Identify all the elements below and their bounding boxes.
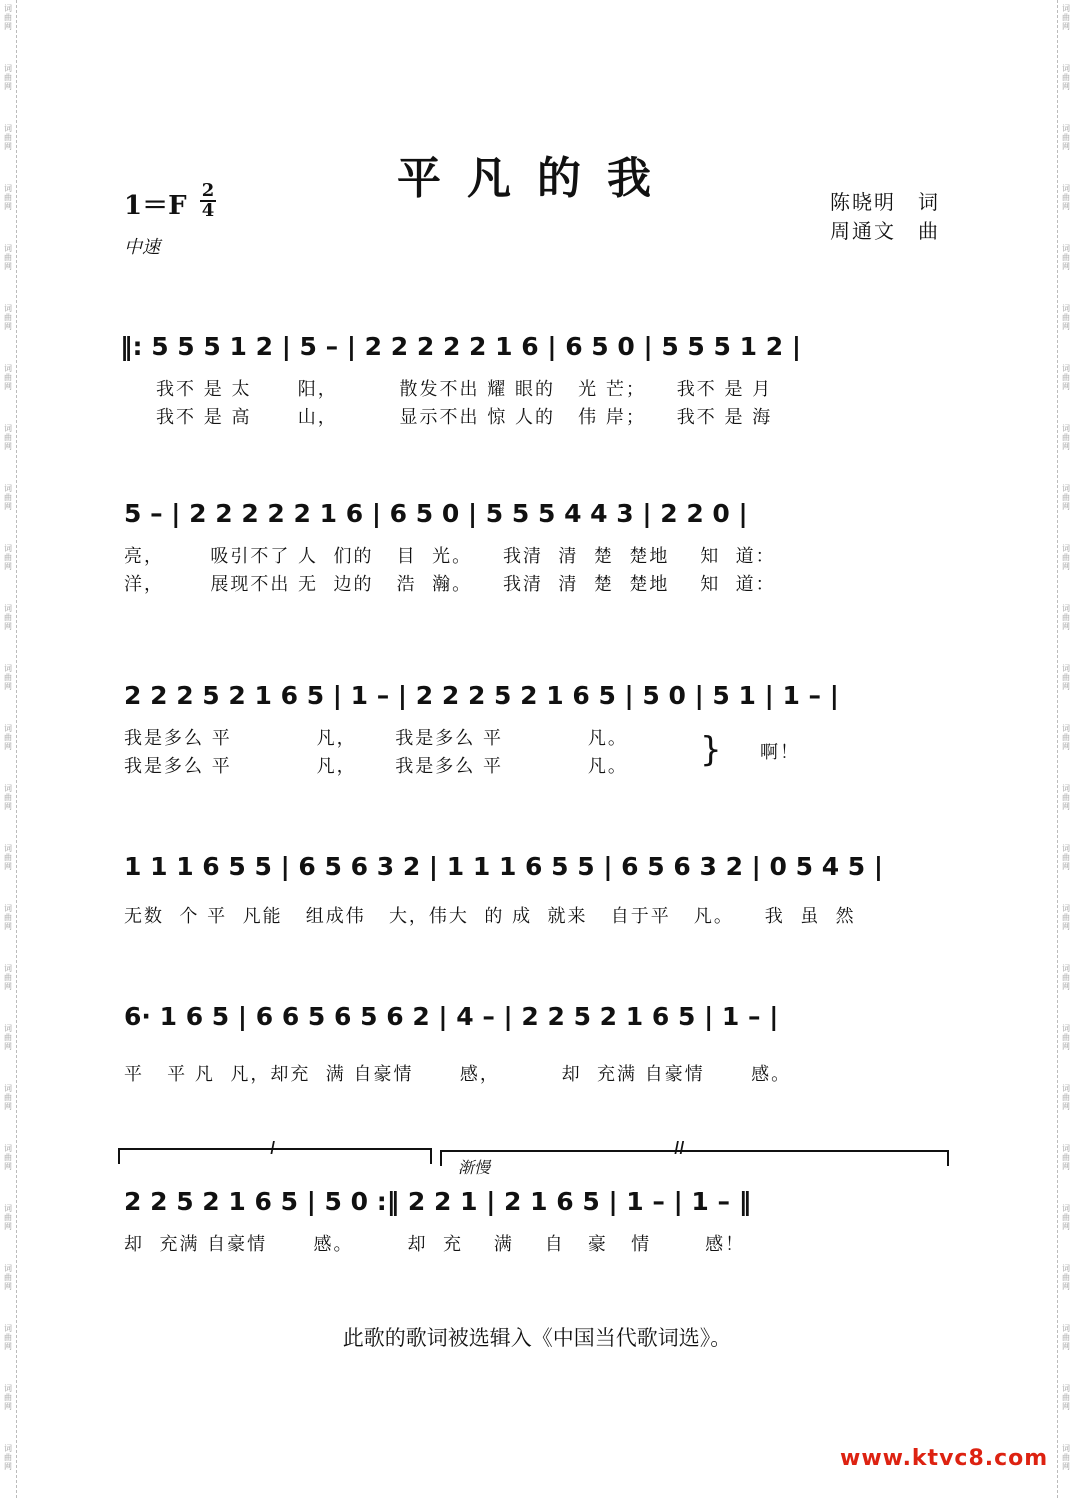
volta-label-1: I <box>270 1138 276 1159</box>
side-watermark-mark: 词曲网 <box>4 844 12 871</box>
side-watermark-mark: 词曲网 <box>4 1204 12 1231</box>
site-watermark: www.ktvc8.com <box>840 1446 1049 1471</box>
side-watermark-mark: 词曲网 <box>1062 1204 1070 1231</box>
side-watermark-mark: 词曲网 <box>1062 964 1070 991</box>
side-watermark-mark: 词曲网 <box>4 544 12 571</box>
lyric-line-5: 平 平 凡 凡，却充 满 自豪情 感， 却 充满 自豪情 感。 <box>124 1064 792 1085</box>
side-watermark-mark: 词曲网 <box>1062 904 1070 931</box>
side-watermark-mark: 词曲网 <box>4 4 12 31</box>
song-title: 平凡的我 <box>397 153 677 204</box>
lyric-line-3-verse-1: 我是多么 平 凡， 我是多么 平 凡。 <box>124 728 628 749</box>
side-watermark-mark: 词曲网 <box>1062 124 1070 151</box>
side-watermark-mark: 词曲网 <box>4 1324 12 1351</box>
lyric-line-3-verse-2: 我是多么 平 凡， 我是多么 平 凡。 <box>124 756 628 777</box>
side-watermark-mark: 词曲网 <box>1062 1324 1070 1351</box>
key-signature: 1＝F <box>124 191 187 221</box>
right-margin-strip <box>1057 0 1074 1498</box>
side-watermark-mark: 词曲网 <box>4 184 12 211</box>
lyric-line-6: 却 充满 自豪情 感。 却 充 满 自 豪 情 感！ <box>124 1234 746 1255</box>
side-watermark-mark: 词曲网 <box>4 424 12 451</box>
side-watermark-mark: 词曲网 <box>1062 244 1070 271</box>
side-watermark-mark: 词曲网 <box>4 904 12 931</box>
side-watermark-mark: 词曲网 <box>4 784 12 811</box>
lyric-line-1-verse-1: 我不 是 太 阳， 散发不出 耀 眼的 光 芒； 我不 是 月 <box>156 379 773 400</box>
side-watermark-mark: 词曲网 <box>4 1384 12 1411</box>
side-watermark-mark: 词曲网 <box>4 964 12 991</box>
side-watermark-mark: 词曲网 <box>4 664 12 691</box>
notation-line-5: 6· 1 6 5 | 6 6 5 6 5 6 2 | 4 – | 2 2 5 2 1 6 5 | 1 – | <box>124 1002 779 1031</box>
side-watermark-mark: 词曲网 <box>1062 304 1070 331</box>
time-sig-bottom: 4 <box>201 200 215 221</box>
lyric-line-4: 无数 个 平 凡能 组成伟 大，伟大 的 成 就来 自于平 凡。 我 虽 然 <box>124 906 856 927</box>
side-watermark-mark: 词曲网 <box>4 604 12 631</box>
volta-label-2: II <box>674 1138 685 1159</box>
side-watermark-mark: 词曲网 <box>1062 1444 1070 1471</box>
volta-bracket-2 <box>440 1150 949 1166</box>
side-watermark-mark: 词曲网 <box>1062 4 1070 31</box>
time-sig-top: 2 <box>201 180 215 201</box>
side-watermark-mark: 词曲网 <box>4 244 12 271</box>
notation-line-6: 2 2 5 2 1 6 5 | 5 0 :‖ 2 2 1 | 2 1 6 5 | 1 – | 1 – ‖ <box>124 1187 752 1216</box>
notation-line-4: 1 1 1 6 5 5 | 6 5 6 3 2 | 1 1 1 6 5 5 | 6 5 6 3 2 | 0 5 4 5 | <box>124 852 884 881</box>
side-watermark-mark: 词曲网 <box>4 1084 12 1111</box>
side-watermark-mark: 词曲网 <box>4 724 12 751</box>
composer-credit: 周通文 曲 <box>830 219 940 243</box>
lyricist-credit: 陈晓明 词 <box>830 190 940 214</box>
side-watermark-mark: 词曲网 <box>1062 1384 1070 1411</box>
lyric-line-3-ah: 啊！ <box>760 742 800 763</box>
side-watermark-mark: 词曲网 <box>1062 544 1070 571</box>
ritardando-marking: 渐慢 <box>458 1158 491 1177</box>
side-watermark-mark: 词曲网 <box>4 1144 12 1171</box>
side-watermark-mark: 词曲网 <box>1062 184 1070 211</box>
verse-brace-icon: } <box>700 730 722 770</box>
footer-note: 此歌的歌词被选辑入《中国当代歌词选》。 <box>342 1326 732 1350</box>
notation-line-3: 2 2 2 5 2 1 6 5 | 1 – | 2 2 2 5 2 1 6 5 | 5 0 | 5 1 | 1 – | <box>124 681 839 710</box>
side-watermark-mark: 词曲网 <box>1062 1264 1070 1291</box>
lyric-line-1-verse-2: 我不 是 高 山， 显示不出 惊 人的 伟 岸； 我不 是 海 <box>156 407 773 428</box>
notation-line-1: ‖: 5 5 5 1 2 | 5 – | 2 2 2 2 2 1 6 | 6 5 0 | 5 5 5 1 2 | <box>120 332 801 361</box>
side-watermark-mark: 词曲网 <box>4 64 12 91</box>
side-watermark-mark: 词曲网 <box>1062 664 1070 691</box>
side-watermark-mark: 词曲网 <box>4 1264 12 1291</box>
side-watermark-mark: 词曲网 <box>1062 424 1070 451</box>
tempo-marking: 中速 <box>124 237 160 258</box>
side-watermark-mark: 词曲网 <box>4 124 12 151</box>
side-watermark-mark: 词曲网 <box>4 1024 12 1051</box>
side-watermark-mark: 词曲网 <box>4 304 12 331</box>
side-watermark-mark: 词曲网 <box>1062 1024 1070 1051</box>
side-watermark-mark: 词曲网 <box>1062 364 1070 391</box>
side-watermark-mark: 词曲网 <box>1062 1084 1070 1111</box>
side-watermark-mark: 词曲网 <box>4 484 12 511</box>
lyric-line-2-verse-2: 洋， 展现不出 无 边的 浩 瀚。 我清 清 楚 楚地 知 道： <box>124 574 776 595</box>
side-watermark-mark: 词曲网 <box>1062 784 1070 811</box>
side-watermark-mark: 词曲网 <box>1062 64 1070 91</box>
side-watermark-mark: 词曲网 <box>1062 604 1070 631</box>
side-watermark-mark: 词曲网 <box>1062 724 1070 751</box>
time-signature <box>200 180 216 221</box>
side-watermark-mark: 词曲网 <box>1062 844 1070 871</box>
side-watermark-mark: 词曲网 <box>4 364 12 391</box>
side-watermark-mark: 词曲网 <box>4 1444 12 1471</box>
side-watermark-mark: 词曲网 <box>1062 1144 1070 1171</box>
lyric-line-2-verse-1: 亮， 吸引不了 人 们的 目 光。 我清 清 楚 楚地 知 道： <box>124 546 776 567</box>
notation-line-2: 5 – | 2 2 2 2 2 1 6 | 6 5 0 | 5 5 5 4 4 3 | 2 2 0 | <box>124 499 748 528</box>
side-watermark-mark: 词曲网 <box>1062 484 1070 511</box>
left-margin-strip <box>0 0 17 1498</box>
